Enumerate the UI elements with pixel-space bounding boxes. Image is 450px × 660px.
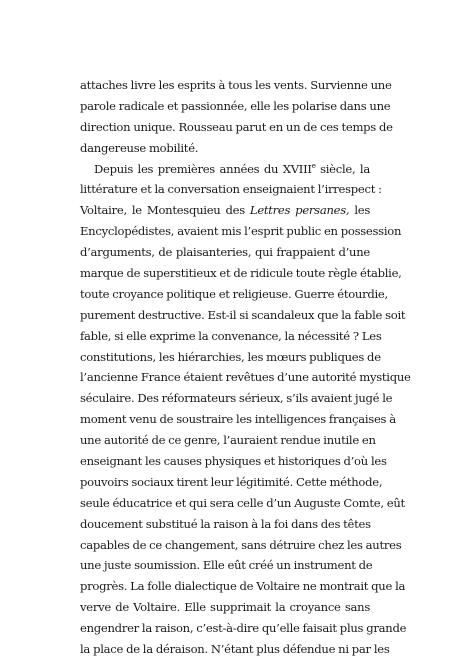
- text-line-28: la place de la déraison. N’étant plus défendue ni par les: [80, 642, 390, 657]
- superscript-e: e: [311, 161, 316, 170]
- italic-title: Lettres persanes,: [249, 203, 350, 218]
- text-line-19: enseignant les causes physiques et historiques d’où les: [80, 454, 387, 469]
- text-line-23: capables de ce changement, sans détruire chez les autres: [80, 537, 402, 552]
- text-line-1: attaches livre les esprits à tous les vents. Survienne une: [80, 78, 392, 92]
- text-line-17: moment venu de soustraire les intelligences françaises à: [80, 412, 396, 427]
- text-line-11: toute croyance politique et religieuse. Guerre étourdie,: [80, 286, 388, 301]
- text-line-22: doucement substitué la raison à la foi dans des têtes: [80, 516, 371, 531]
- text-line-25: progrès. La folle dialectique de Voltaire ne montrait que la: [80, 579, 406, 594]
- text-line-14: constitutions, les hiérarchies, les mœurs publiques de: [80, 349, 381, 364]
- text-line-27: engendrer la raison, c’est-à-dire qu’elle faisait plus grande: [80, 621, 407, 636]
- text-line-12: purement destructive. Est-il si scandaleux que la fable soit: [80, 307, 406, 322]
- text-line-8: Encyclopédistes, avaient mis l’esprit public en possession: [80, 224, 402, 239]
- text-line-21: seule éducatrice et qui sera celle d’un Auguste Comte, eût: [80, 495, 405, 510]
- text-line-13: fable, si elle exprime la convenance, la nécessité ? Les: [80, 328, 382, 343]
- text-line-2: parole radicale et passionnée, elle les polarise dans une: [80, 98, 391, 113]
- century-suffix: siècle, la: [315, 161, 370, 176]
- text-line-3: direction unique. Rousseau parut en un de ces temps de: [80, 119, 393, 134]
- text-line-16: séculaire. Des réformateurs sérieux, s’ils avaient jugé le: [80, 391, 393, 406]
- line7-suffix: les: [349, 203, 370, 218]
- text-line-26: verve de Voltaire. Elle supprimait la croyance sans: [80, 600, 370, 615]
- line7-prefix: Voltaire, le Montesquieu des: [80, 203, 250, 218]
- text-line-10: marque de superstitieux et de ridicule toute règle établie,: [80, 266, 402, 281]
- text-line-18: une autorité de ce genre, l’auraient rendue inutile en: [80, 433, 376, 448]
- century-prefix: Depuis les premières années du XVIII: [94, 161, 312, 176]
- body-text: [80, 75, 411, 660]
- text-line-5: [80, 159, 370, 180]
- text-line-9: d’arguments, de plaisanteries, qui frappaient d’une: [80, 245, 370, 260]
- text-line-7: [80, 200, 370, 221]
- text-line-24: une juste soumission. Elle eût créé un instrument de: [80, 558, 373, 573]
- text-line-6: littérature et la conversation enseignaient l’irrespect :: [80, 182, 382, 197]
- text-line-20: pouvoirs sociaux tirent leur légitimité. Cette méthode,: [80, 474, 383, 489]
- text-line-15: l’ancienne France étaient revêtues d’une autorité mystique: [80, 370, 411, 385]
- text-line-4: dangereuse mobilité.: [80, 140, 199, 155]
